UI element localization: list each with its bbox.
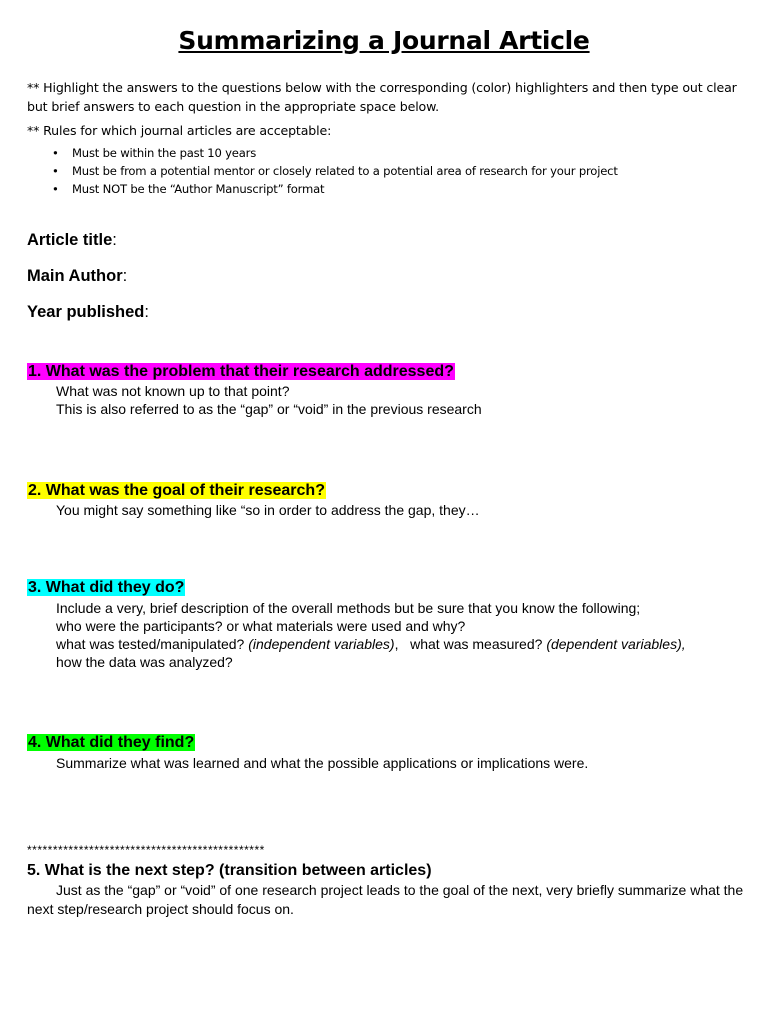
section-separator: ********************************************** — [27, 843, 265, 857]
field-year-published — [27, 303, 149, 322]
rule-text: Must be from a potential mentor or closely related to a potential area of research for your project — [72, 164, 618, 178]
field-colon: : — [112, 231, 117, 249]
question-1-prompt — [56, 382, 482, 418]
question-4-prompt — [56, 754, 588, 772]
prompt-italic: (dependent variables), — [546, 636, 686, 652]
question-3-heading — [27, 579, 185, 597]
list-item — [52, 162, 618, 180]
page-title: Summarizing a Journal Article — [178, 26, 590, 55]
field-colon: : — [144, 303, 149, 321]
question-4-highlight: 4. What did they find? — [28, 734, 195, 751]
field-label: Main Author — [27, 267, 123, 285]
list-item — [52, 180, 618, 198]
field-article-title — [27, 231, 117, 250]
rule-text: Must be within the past 10 years — [72, 146, 257, 160]
prompt-line: who were the participants? or what materials were used and why? — [56, 618, 466, 634]
prompt-line — [56, 635, 746, 653]
question-3-highlight: 3. What did they do? — [28, 579, 185, 596]
prompt-line: how the data was analyzed? — [56, 654, 233, 670]
bullet-icon: • — [52, 182, 59, 196]
question-2-prompt — [56, 501, 480, 519]
prompt-fragment: what was measured? — [410, 636, 543, 652]
field-label: Article title — [27, 231, 113, 249]
prompt-line: What was not known up to that point? — [56, 383, 290, 399]
prompt-line: This is also referred to as the “gap” or “void” in the previous research — [56, 401, 482, 417]
question-1-highlight: 1. What was the problem that their research addressed? — [28, 363, 454, 380]
prompt-fragment: what was tested/manipulated? — [56, 636, 245, 652]
question-4-heading — [27, 734, 195, 752]
list-item — [52, 144, 618, 162]
prompt-line: Include a very, brief description of the overall methods but be sure that you know the following; — [56, 600, 641, 616]
rule-text: Must NOT be the “Author Manuscript” format — [72, 182, 325, 196]
question-5-heading: 5. What is the next step? (transition between articles) — [27, 862, 432, 879]
prompt-italic: (independent variables) — [248, 636, 395, 652]
question-5-prompt: Just as the “gap” or “void” of one research project leads to the goal of the next, very briefly summarize what the next step/research project should focus on. — [27, 882, 744, 917]
question-2-heading — [27, 482, 326, 500]
field-main-author — [27, 267, 127, 286]
prompt-line: Summarize what was learned and what the possible applications or implications were. — [56, 755, 589, 771]
rules-list — [52, 144, 618, 198]
prompt-fragment: , — [394, 636, 399, 652]
field-label: Year published — [27, 303, 145, 321]
bullet-icon: • — [52, 146, 59, 160]
bullet-icon: • — [52, 164, 59, 178]
instructions-text: ** Highlight the answers to the questions below with the corresponding (color) highlighters and then type out clear but brief answers to each question in the appropriate space below. — [27, 80, 737, 114]
question-2-highlight: 2. What was the goal of their research? — [28, 482, 325, 499]
question-3-prompt — [56, 599, 746, 671]
prompt-line: You might say something like “so in order to address the gap, they… — [56, 502, 480, 518]
question-1-heading — [27, 363, 455, 381]
field-colon: : — [122, 267, 128, 285]
rules-heading: ** Rules for which journal articles are acceptable: — [27, 123, 332, 138]
